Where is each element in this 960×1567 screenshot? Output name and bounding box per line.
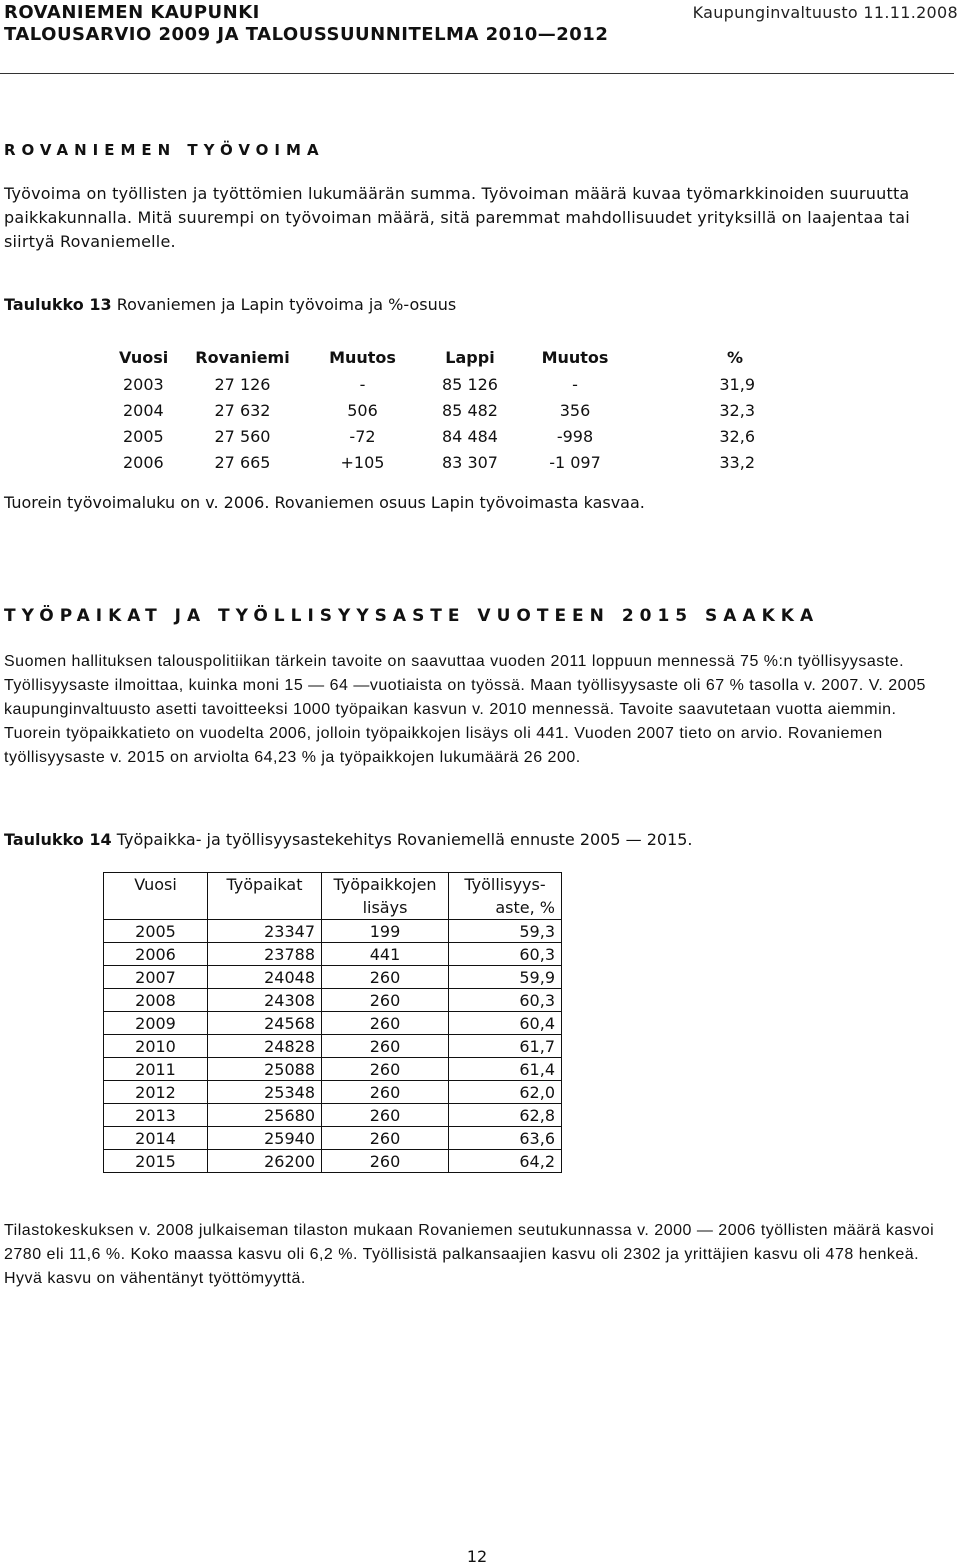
table14-header-line: aste, % <box>495 898 555 917</box>
table14-cell: 59,9 <box>449 966 562 989</box>
table13-caption-label: Taulukko 13 <box>4 295 112 314</box>
table14-cell: 260 <box>322 966 449 989</box>
table14-header-line: lisäys <box>362 898 408 917</box>
table14-cell: 260 <box>322 1150 449 1173</box>
table-row <box>115 371 755 397</box>
meeting-label: Kaupunginvaltuusto 11.11.2008 <box>692 3 958 22</box>
table14-header-cell <box>208 873 322 920</box>
table13-cell: 27 560 <box>214 426 271 446</box>
table13-cell: 83 307 <box>442 452 498 472</box>
table-row <box>115 397 755 423</box>
table14-cell: 2010 <box>104 1035 208 1058</box>
document-title: TALOUSARVIO 2009 JA TALOUSSUUNNITELMA 2010—2012 <box>4 24 609 45</box>
table14-caption-text: Työpaikka- ja työllisyysastekehitys Rovaniemellä ennuste 2005 — 2015. <box>116 830 693 849</box>
table14-cell: 2006 <box>104 943 208 966</box>
table14-cell: 60,3 <box>449 943 562 966</box>
table14-cell: 59,3 <box>449 920 562 943</box>
header-divider <box>0 73 954 74</box>
table-row <box>104 1127 562 1150</box>
table13-cell: 2004 <box>123 400 164 420</box>
table13-cell: 32,3 <box>719 400 755 420</box>
table13-header-cell: Rovaniemi <box>195 347 290 367</box>
table-row <box>115 423 755 449</box>
table14-cell: 260 <box>322 1081 449 1104</box>
table13-cell: 2006 <box>123 452 164 472</box>
table14-cell: 23788 <box>208 943 322 966</box>
table14-caption <box>4 830 693 849</box>
table13-caption <box>4 295 456 314</box>
table14-cell: 63,6 <box>449 1127 562 1150</box>
table14-cell: 25940 <box>208 1127 322 1150</box>
table13-cell: - <box>359 374 366 394</box>
table13-header-cell: Lappi <box>445 347 495 367</box>
table13 <box>115 343 755 475</box>
section-paragraph-tilastokeskus: Tilastokeskuksen v. 2008 julkaiseman tilaston mukaan Rovaniemen seutukunnassa v. 2000 — 2006 työllisten määrä kasvoi 2780 eli 11,6 %. Koko maassa kasvu oli 6,2 %. Työllisistä palkansaajien kasvu oli 2302 ja yrittäjien kasvu oli 478 henkeä. Hyvä kasvu on vähentänyt työttömyyttä. <box>4 1222 935 1287</box>
table14-cell: 260 <box>322 1127 449 1150</box>
table14-cell: 2015 <box>104 1150 208 1173</box>
table13-cell: 506 <box>347 400 378 420</box>
table14-cell: 2007 <box>104 966 208 989</box>
table13-cell: 2005 <box>123 426 164 446</box>
table14-caption-label: Taulukko 14 <box>4 830 112 849</box>
table13-header-cell: Muutos <box>541 347 609 367</box>
table14-cell: 2011 <box>104 1058 208 1081</box>
table13-cell: 84 484 <box>442 426 498 446</box>
table14-cell: 61,4 <box>449 1058 562 1081</box>
table14-cell: 62,8 <box>449 1104 562 1127</box>
table14-header-cell <box>449 873 562 920</box>
table-row <box>104 989 562 1012</box>
table-row <box>104 1081 562 1104</box>
table-row <box>104 943 562 966</box>
table14-cell: 25348 <box>208 1081 322 1104</box>
table-row <box>115 449 755 475</box>
table14-cell: 61,7 <box>449 1035 562 1058</box>
table14-cell: 60,4 <box>449 1012 562 1035</box>
table14-cell: 23347 <box>208 920 322 943</box>
table-row <box>104 966 562 989</box>
table13-cell: 32,6 <box>719 426 755 446</box>
table13-cell: 356 <box>559 400 591 420</box>
table13-header-cell: % <box>726 347 743 367</box>
table14-header-cell <box>322 873 449 920</box>
table14-header-line: Työpaikat <box>226 875 303 894</box>
table13-header-cell: Vuosi <box>119 347 169 367</box>
table-row <box>104 1012 562 1035</box>
table13-cell: -72 <box>349 426 376 446</box>
table14-cell: 26200 <box>208 1150 322 1173</box>
table14-cell: 260 <box>322 1104 449 1127</box>
section-heading-tyovoima: ROVANIEMEN TYÖVOIMA <box>4 141 325 159</box>
table13-cell: 27 665 <box>214 452 271 472</box>
table13-header-cell: Muutos <box>329 347 396 367</box>
table14-cell: 2012 <box>104 1081 208 1104</box>
table13-caption-text: Rovaniemen ja Lapin työvoima ja %-osuus <box>116 295 457 314</box>
table14-cell: 260 <box>322 1012 449 1035</box>
section-paragraph-tyovoima: Työvoima on työllisten ja työttömien lukumäärän summa. Työvoiman määrä kuvaa työmarkkinoiden suuruutta paikkakunnalla. Mitä suurempi on työvoiman määrä, sitä paremmat mahdollisuudet yrityksillä on laajentaa tai siirtyä Rovaniemelle. <box>4 184 910 251</box>
table14-cell: 2005 <box>104 920 208 943</box>
table13-header-row <box>115 343 755 371</box>
organization-name: ROVANIEMEN KAUPUNKI <box>4 2 260 23</box>
table-row <box>104 1104 562 1127</box>
table13-cell: - <box>572 374 578 394</box>
table13-cell: 2003 <box>123 374 164 394</box>
table14-header-row <box>104 873 562 920</box>
table14-header-line: Vuosi <box>134 875 177 894</box>
table14-cell: 24828 <box>208 1035 322 1058</box>
table14-cell: 260 <box>322 989 449 1012</box>
table14-cell: 25088 <box>208 1058 322 1081</box>
table14-cell: 64,2 <box>449 1150 562 1173</box>
table14-cell: 62,0 <box>449 1081 562 1104</box>
table13-cell: -998 <box>556 426 594 446</box>
table14-cell: 25680 <box>208 1104 322 1127</box>
table14-cell: 260 <box>322 1058 449 1081</box>
table14-cell: 24048 <box>208 966 322 989</box>
table13-cell: -1 097 <box>549 452 601 472</box>
table14-header-cell <box>104 873 208 920</box>
table13-cell: +105 <box>340 452 385 472</box>
table14-cell: 199 <box>322 920 449 943</box>
table13-cell: 27 126 <box>214 374 271 394</box>
document-header <box>4 2 608 46</box>
table14-cell: 2008 <box>104 989 208 1012</box>
table14-cell: 441 <box>322 943 449 966</box>
table14-cell: 24568 <box>208 1012 322 1035</box>
table14-cell: 2013 <box>104 1104 208 1127</box>
table13-cell: 31,9 <box>719 374 755 394</box>
section-paragraph-tyopaikat: Suomen hallituksen talouspolitiikan tärkein tavoite on saavuttaa vuoden 2011 loppuun mennessä 75 %:n työllisyysaste. Työllisyysaste ilmoittaa, kuinka moni 15 — 64 —vuotiaista on työssä. Maan työllisyysaste oli 67 % tasolla v. 2007. V. 2005 kaupunginvaltuusto asetti tavoitteeksi 1000 työpaikan kasvun v. 2010 mennessä. Tavoite saavutetaan vuotta aiemmin. Tuorein työpaikkatieto on vuodelta 2006, jolloin työpaikkojen lisäys oli 441. Vuoden 2007 tieto on arvio. Rovaniemen työllisyysaste v. 2015 on arviolta 64,23 % ja työpaikkojen lukumäärä 26 200. <box>4 653 926 766</box>
table-row <box>104 1035 562 1058</box>
table14-cell: 60,3 <box>449 989 562 1012</box>
table13-cell: 33,2 <box>719 452 755 472</box>
table14-header-line: Työpaikkojen <box>333 875 437 894</box>
table13-note: Tuorein työvoimaluku on v. 2006. Rovaniemen osuus Lapin työvoimasta kasvaa. <box>4 493 645 512</box>
table14-cell: 2014 <box>104 1127 208 1150</box>
table14-header-line: Työllisyys- <box>464 875 546 894</box>
table13-cell: 85 482 <box>442 400 498 420</box>
table-row <box>104 1058 562 1081</box>
table14-body <box>104 920 562 1173</box>
table-row <box>104 1150 562 1173</box>
table13-cell: 85 126 <box>442 374 498 394</box>
table14-cell: 24308 <box>208 989 322 1012</box>
table13-cell: 27 632 <box>214 400 271 420</box>
table14 <box>103 872 562 1173</box>
table-row <box>104 920 562 943</box>
table14-cell: 260 <box>322 1035 449 1058</box>
table14-cell: 2009 <box>104 1012 208 1035</box>
page-number: 12 <box>466 1547 488 1566</box>
section-heading-tyopaikat: TYÖPAIKAT JA TYÖLLISYYSASTE VUOTEEN 2015 SAAKKA <box>4 606 820 626</box>
